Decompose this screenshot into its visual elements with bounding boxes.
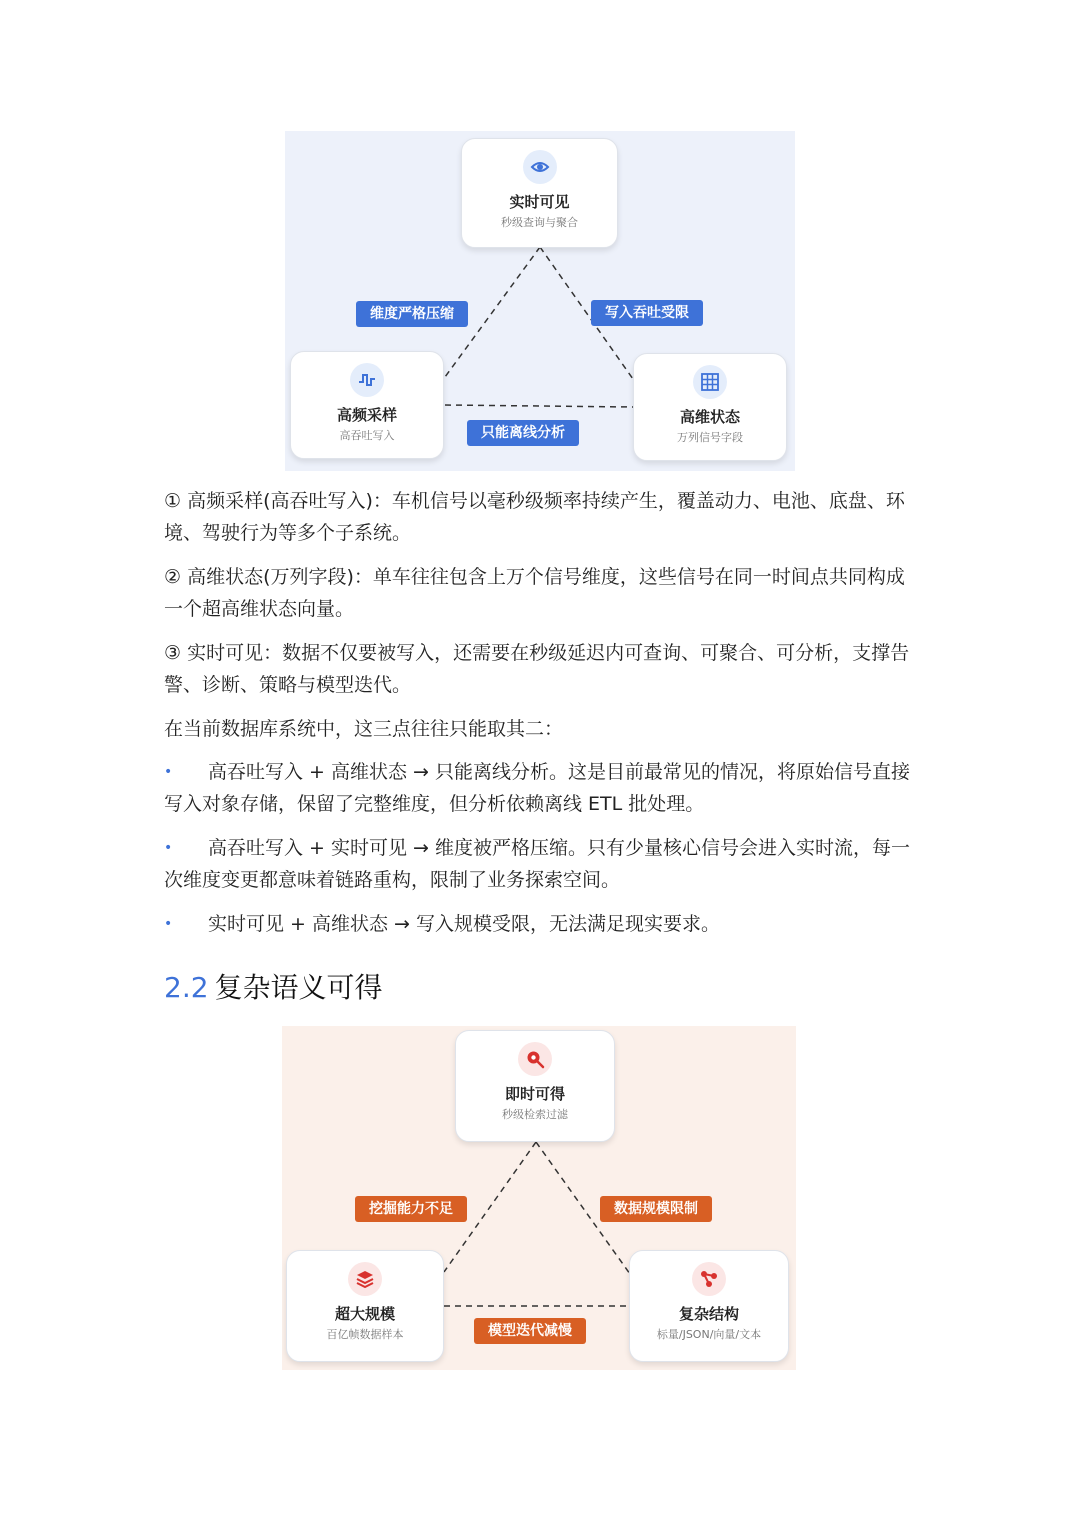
list-item <box>164 832 910 896</box>
card-subtitle: 秒级检索过滤 <box>502 1108 568 1121</box>
search-icon <box>518 1042 552 1076</box>
diagram-realtime-tradeoff <box>285 131 795 471</box>
network-icon <box>692 1262 726 1296</box>
paragraph-high-dimension: ② 高维状态(万列字段)：单车往往包含上万个信号维度，这些信号在同一时间点共同构成一个超高维状态向量。 <box>164 566 905 620</box>
tag-dimension-compression: 维度严格压缩 <box>356 301 468 327</box>
layers-icon <box>348 1262 382 1296</box>
section-number: 2.2 <box>164 971 209 1004</box>
waveform-icon <box>350 363 384 397</box>
bullet-text: 高吞吐写入 + 高维状态 → 只能离线分析。这是目前最常见的情况，将原始信号直接写入对象存储，保留了完整维度，但分析依赖离线 ETL 批处理。 <box>164 761 911 815</box>
tag-write-throughput-limited: 写入吞吐受限 <box>591 300 703 326</box>
card-complex-structure <box>629 1250 789 1362</box>
card-instant-access <box>455 1030 615 1142</box>
diagram-semantic-tradeoff <box>282 1026 796 1370</box>
tag-data-scale-limited: 数据规模限制 <box>600 1196 712 1222</box>
list-item <box>164 756 910 820</box>
card-title: 实时可见 <box>509 193 570 211</box>
card-subtitle: 万列信号字段 <box>677 431 743 444</box>
section-heading <box>164 968 383 1008</box>
card-realtime-visible <box>461 138 618 248</box>
card-title: 超大规模 <box>334 1305 395 1323</box>
bullet-text: 高吞吐写入 + 实时可见 → 维度被严格压缩。只有少量核心信号会进入实时流，每一次维度变更都意味着链路重构，限制了业务探索空间。 <box>164 837 911 891</box>
card-subtitle: 标量/JSON/向量/文本 <box>656 1328 762 1341</box>
section-title: 复杂语义可得 <box>214 971 383 1004</box>
eye-icon <box>523 150 557 184</box>
card-high-frequency-sampling <box>290 351 444 459</box>
card-massive-scale <box>286 1250 444 1362</box>
paragraph-high-frequency: ① 高频采样(高吞吐写入)：车机信号以毫秒级频率持续产生，覆盖动力、电池、底盘、环境、驾驶行为等多个子系统。 <box>164 490 905 544</box>
card-title: 复杂结构 <box>678 1305 739 1323</box>
paragraph-pick-two: 在当前数据库系统中，这三点往往只能取其二： <box>164 718 564 740</box>
grid-icon <box>693 365 727 399</box>
bullet-dot: • <box>164 840 173 856</box>
bullet-dot: • <box>164 916 173 932</box>
card-title: 即时可得 <box>504 1085 565 1103</box>
card-subtitle: 高吞吐写入 <box>339 429 395 442</box>
card-subtitle: 秒级查询与聚合 <box>501 216 578 229</box>
list-item <box>164 908 910 940</box>
bullet-text: 实时可见 + 高维状态 → 写入规模受限，无法满足现实要求。 <box>208 913 720 935</box>
card-title: 高维状态 <box>679 408 740 426</box>
tag-offline-analysis-only: 只能离线分析 <box>467 420 579 446</box>
tag-mining-insufficient: 挖掘能力不足 <box>355 1196 467 1222</box>
card-title: 高频采样 <box>336 406 397 424</box>
card-high-dimension-state <box>633 353 787 461</box>
paragraph-realtime: ③ 实时可见：数据不仅要被写入，还需要在秒级延迟内可查询、可聚合、可分析，支撑告警、诊断、策略与模型迭代。 <box>164 642 910 696</box>
card-subtitle: 百亿帧数据样本 <box>326 1328 404 1341</box>
tag-model-iteration-slowed: 模型迭代减慢 <box>474 1318 586 1344</box>
bullet-dot: • <box>164 764 173 780</box>
